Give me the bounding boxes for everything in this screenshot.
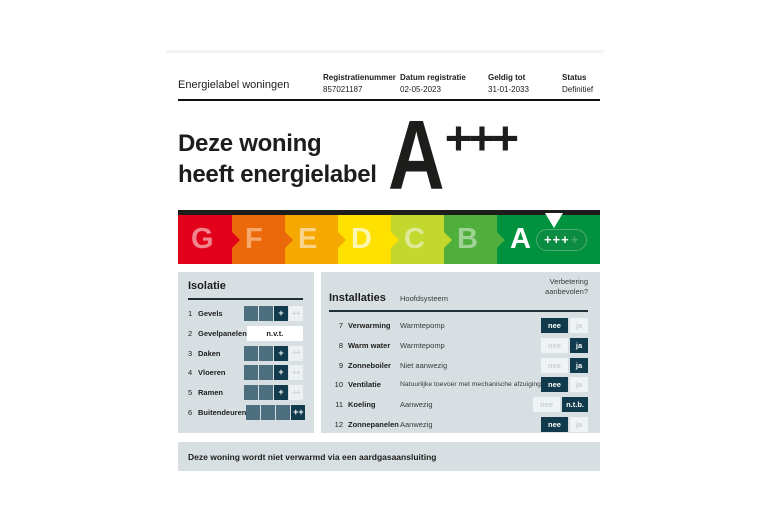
isolatie-row-vloeren <box>188 365 303 380</box>
badge-nee: nee <box>541 377 568 392</box>
row-number: 8 <box>338 340 343 350</box>
document-header <box>178 70 600 101</box>
row-label: Ramen <box>198 388 224 398</box>
isolatie-panel <box>178 272 314 433</box>
column-hoofdsysteem: Hoofdsysteem <box>400 294 448 303</box>
rating-squares <box>244 306 303 321</box>
pill-plusses: +++ <box>543 232 570 247</box>
isolatie-row-ramen <box>188 385 303 400</box>
rating-cell-plusplus: ++ <box>289 346 303 361</box>
row-system: Warmtepomp <box>400 340 445 350</box>
recommendation-badges <box>541 318 588 333</box>
rating-cell <box>276 405 290 420</box>
installaties-title: Installaties <box>329 292 386 304</box>
row-number: 7 <box>338 321 343 330</box>
recommendation-badges <box>541 377 588 392</box>
row-label: Vloeren <box>198 368 226 378</box>
installaties-panel <box>321 272 600 433</box>
page-title <box>178 128 377 190</box>
rating-cell-plus: + <box>274 346 288 361</box>
row-number: 5 <box>188 388 193 398</box>
rating-squares <box>244 346 303 361</box>
field-registratienummer <box>323 73 396 94</box>
segment-letter: B <box>457 223 478 255</box>
segment-letter: F <box>245 223 263 255</box>
field-label: Datum registratie <box>400 73 466 82</box>
scan-artifact <box>166 50 604 53</box>
rating-cell-plus: + <box>274 306 288 321</box>
divider <box>188 298 303 300</box>
badge-nee: nee <box>541 318 568 333</box>
badge-ntb: n.t.b. <box>562 397 588 412</box>
rating-cell <box>261 405 275 420</box>
installaties-row-zonnepanelen <box>329 417 588 432</box>
installaties-rows <box>329 316 588 432</box>
isolatie-rows <box>188 304 303 420</box>
rating-cell <box>244 385 258 400</box>
badge-ja: ja <box>570 318 588 333</box>
scale-segments <box>178 215 600 264</box>
recommendation-badges <box>541 358 588 373</box>
row-label: Zonnepanelen <box>348 419 399 429</box>
energy-grade-plusses: +++ <box>444 111 516 164</box>
rating-squares <box>246 405 305 420</box>
row-label: Daken <box>198 348 221 358</box>
energy-scale-bar <box>178 210 600 264</box>
column-verbetering <box>545 277 588 297</box>
rating-cell-plusplus: ++ <box>291 405 305 420</box>
recommendation-badges <box>533 397 588 412</box>
badge-nee: nee <box>541 358 568 373</box>
rating-cell <box>259 365 273 380</box>
installaties-row-zonneboiler <box>329 358 588 373</box>
energy-grade-letter: A <box>388 100 445 210</box>
rating-cell <box>259 306 273 321</box>
isolatie-title: Isolatie <box>188 280 226 292</box>
field-label: Registratienummer <box>323 73 396 82</box>
field-value: 31-01-2033 <box>488 85 529 94</box>
rating-squares <box>244 365 303 380</box>
segment-chevron-icon <box>444 232 452 248</box>
gas-connection-note-text: Deze woning wordt niet verwarmd via een aardgasaansluiting <box>188 451 437 462</box>
segment-chevron-icon <box>391 232 399 248</box>
recommendation-badges <box>541 417 588 432</box>
divider <box>329 310 588 312</box>
document-type-label: Energielabel woningen <box>178 79 290 91</box>
row-system: Warmtepomp <box>400 321 445 330</box>
segment-chevron-icon <box>338 232 346 248</box>
field-value: 02-05-2023 <box>400 85 441 94</box>
rating-cell <box>244 306 258 321</box>
isolatie-row-gevelpanelen <box>188 326 303 341</box>
installaties-row-koeling <box>329 397 588 412</box>
row-number: 11 <box>335 400 343 410</box>
row-system: Natuurlijke toevoer met mechanische afzuiging <box>400 381 541 389</box>
segment-letter: D <box>351 223 372 255</box>
row-number: 9 <box>338 360 343 370</box>
segment-letter: E <box>298 223 318 255</box>
rating-cell <box>259 346 273 361</box>
row-label: Verwarming <box>348 321 391 330</box>
badge-nee: nee <box>541 417 568 432</box>
field-datum-registratie <box>400 73 466 94</box>
rating-cell <box>246 405 260 420</box>
gas-connection-note <box>178 442 600 471</box>
nvt-value-box: n.v.t. <box>247 326 303 341</box>
rating-squares <box>244 385 303 400</box>
badge-ja: ja <box>570 338 588 353</box>
row-number: 12 <box>334 419 343 429</box>
row-label: Gevels <box>198 309 223 318</box>
column-verbetering-line2: aanbevolen? <box>545 287 588 296</box>
row-number: 3 <box>188 348 193 358</box>
scale-segment-g <box>178 215 232 264</box>
a-plusses-pill <box>536 229 587 251</box>
row-label: Buitendeuren <box>198 407 247 417</box>
row-label: Ventilatie <box>348 380 381 390</box>
rating-cell-plusplus: ++ <box>289 385 303 400</box>
recommendation-badges <box>541 338 588 353</box>
row-number: 10 <box>334 380 343 390</box>
installaties-row-warm-water <box>329 338 588 353</box>
field-label: Geldig tot <box>488 73 526 82</box>
installaties-row-verwarming <box>329 318 588 333</box>
rating-cell <box>244 365 258 380</box>
row-number: 6 <box>188 407 193 417</box>
page-title-line1: Deze woning <box>178 130 322 157</box>
rating-cell-plusplus: ++ <box>289 365 303 380</box>
field-label: Status <box>562 73 587 82</box>
field-geldig-tot <box>488 73 529 94</box>
row-label: Koeling <box>348 400 376 410</box>
row-number: 1 <box>188 309 193 318</box>
page-title-line2: heeft energielabel <box>178 161 377 188</box>
badge-nee: nee <box>533 397 560 412</box>
rating-cell-plus: + <box>274 365 288 380</box>
grade-pointer-notch-icon <box>545 213 563 228</box>
energy-grade <box>388 100 516 210</box>
field-value: Definitief <box>562 85 594 94</box>
badge-ja: ja <box>570 377 588 392</box>
row-number: 2 <box>188 328 193 338</box>
segment-letter: C <box>404 223 425 255</box>
segment-letter: G <box>191 223 214 255</box>
column-verbetering-line1: Verbetering <box>549 277 588 286</box>
row-system: Aanwezig <box>400 419 433 429</box>
badge-ja: ja <box>570 358 588 373</box>
field-value: 857021187 <box>323 85 363 94</box>
rating-cell <box>244 346 258 361</box>
field-status <box>562 73 593 94</box>
badge-ja: ja <box>570 417 588 432</box>
rating-cell <box>259 385 273 400</box>
segment-chevron-icon <box>497 232 505 248</box>
row-label: Warm water <box>348 340 391 350</box>
row-system: Aanwezig <box>400 400 433 410</box>
isolatie-row-daken <box>188 346 303 361</box>
row-label: Gevelpanelen <box>198 328 247 338</box>
isolatie-row-buitendeuren <box>188 405 303 420</box>
row-system: Niet aanwezig <box>400 360 448 370</box>
row-number: 4 <box>188 368 193 378</box>
installaties-header <box>329 277 588 304</box>
row-label: Zonneboiler <box>348 360 391 370</box>
badge-nee: nee <box>541 338 568 353</box>
pill-extra-plus: + <box>570 232 580 247</box>
segment-letter: A <box>510 223 531 255</box>
installaties-row-ventilatie <box>329 377 588 392</box>
rating-cell-plus: + <box>274 385 288 400</box>
isolatie-row-gevels <box>188 306 303 321</box>
segment-chevron-icon <box>285 232 293 248</box>
rating-cell-plusplus: ++ <box>289 306 303 321</box>
segment-chevron-icon <box>232 232 240 248</box>
